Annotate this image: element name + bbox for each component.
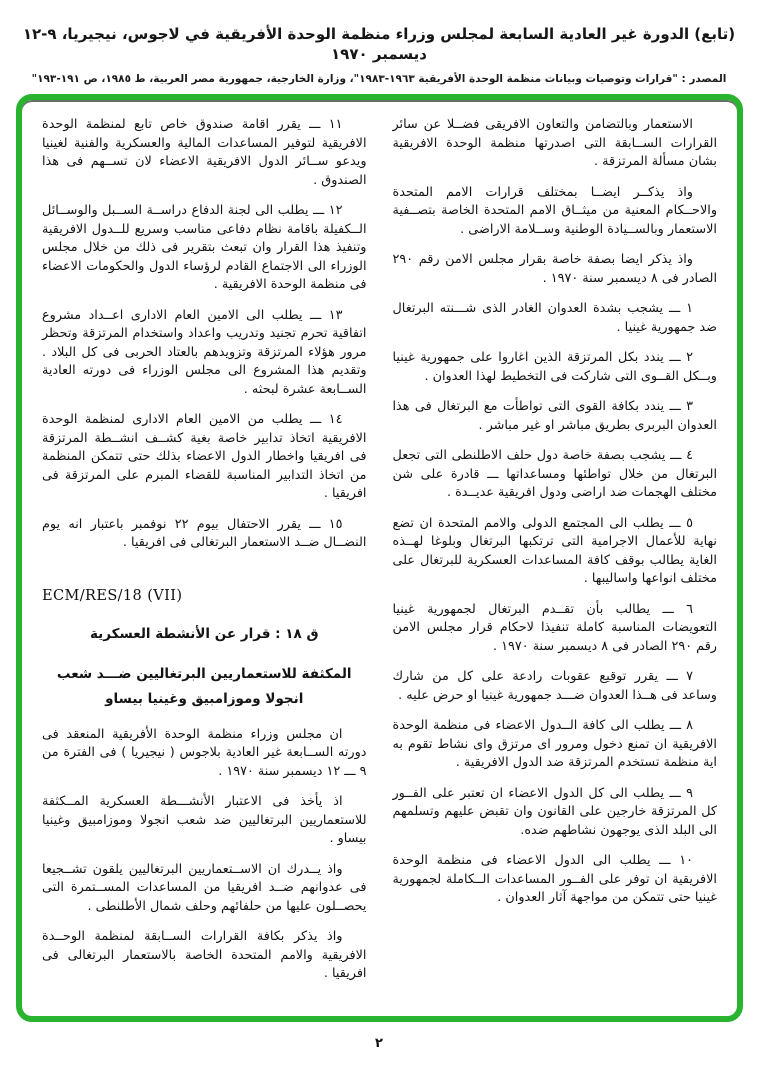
- paragraph: ٧ ـــ يقرر توقيع عقوبات رادعة على كل من شارك وساعد فى هــذا العدوان ضـــد جمهورية غينيا او حرض عليه .: [392, 669, 717, 703]
- paragraph: ١٣ ـــ يطلب الى الامين العام الادارى اعــداد مشروع اتفاقية تحرم تجنيد وتدريب واعداد واستخدام المرتزقة وتحظر مرور هؤلاء المرتزقة وتزويدهم بالعتاد الحربى فى كل البلاد . وتقديم هذا المشروع الى مجلس الوزراء فى دورته العادية الســابعة عشرة لبحثه .: [42, 307, 367, 397]
- paragraph: ٢ ـــ يندد بكل المرتزقة الذين اغاروا على جمهورية غينيا وبــكل القــوى التى شاركت فى التخطيط لهذا العدوان .: [392, 350, 717, 384]
- paragraph: ١٠ ـــ يطلب الى الدول الاعضاء فى منظمة الوحدة الافريقية ان توفر على الفــور المساعدات الــكاملة لجمهورية غينيا حتى تتمكن من مواجهة آثار العدوان .: [392, 853, 717, 905]
- paragraph: ٩ ـــ يطلب الى كل الدول الاعضاء ان تعتبر على الفــور كل المرتزقة خارجين على القانون وان تقبض عليهم وتسلمهم الى البلد الذى يوجهون نشاطهم ضده.: [392, 785, 717, 838]
- paragraph: واذ يذكر ايضا بصفة خاصة بقرار مجلس الامن رقم ٢٩٠ الصادر فى ٨ ديسمبر سنة ١٩٧٠ .: [392, 252, 717, 286]
- document-frame: [16, 94, 743, 1022]
- source-citation: المصدر : "قرارات وتوصيات وبيانات منظمة الوحدة الأفريقية ١٩٦٣-١٩٨٣"، وزارة الخارجية، جمهورية مصر العربية، ط ١٩٨٥، ص ١٩١-١٩٣": [31, 73, 727, 85]
- paragraph: ٦ ـــ يطالب بأن تقــدم البرتغال لجمهورية غينيا التعويضات المناسبة كاملة تنفيذا لاحكام قرار مجلس الامن رقم ٢٩٠ الصادر فى ٨ ديسمبر سنة ١٩٧٠ .: [392, 601, 717, 654]
- paragraph: ٥ ـــ يطلب الى المجتمع الدولى والامم المتحدة ان تضع نهاية للأعمال الاجرامية التى ترتكبها البرتغال وبلوغا لهــذه الغاية يطالب بوقف كافة المساعدات العسكرية للبرتغال على مختلف انواعها واساليبها .: [392, 515, 717, 586]
- left-column: [42, 116, 367, 1006]
- paragraph: ان مجلس وزراء منظمة الوحدة الأفريقية المنعقد فى دورته الســابعة غير العادية بلاجوس ( نيجيريا ) فى الفترة من ٩ ـــ ١٢ ديسمبر سنة ١٩٧٠ .: [42, 726, 367, 779]
- paragraph: ٣ ـــ يندد بكافة القوى التى تواطأت مع البرتغال فى هذا العدوان البربرى بطريق مباشر او غير مباشر .: [392, 399, 717, 433]
- paragraph: ٤ ـــ يشجب بصفة خاصة دول حلف الاطلنطى التى تجعل البرتغال من خلال تواطئها ومساعداتها ـــ قادرة على شن مختلف الهجمات ضد اراضى ودول افريقية عديــدة .: [392, 448, 717, 500]
- paragraph: واذ يذكــر ايضــا بمختلف قرارات الامم المتحدة والاحــكام المعنية من ميثــاق الامم المتحدة الخاصة بتصــفية الاستعمار وبالســيادة الوطنية وســلامة الاراضى .: [392, 184, 717, 237]
- page-number: ٢: [375, 1036, 383, 1051]
- paragraph: ١ ـــ يشجب بشدة العدوان الغادر الذى شـــنته البرتغال ضد جمهورية غينيا .: [392, 301, 717, 335]
- paragraph: واذ يــدرك ان الاســتعماريين البرتغاليين يلقون تشــجيعا فى عدوانهم ضــد افريقيا من المساعدات المســتمرة التى يحصــلون عليها من حلفائهم وحلف شمال الأطلنطى .: [42, 861, 367, 914]
- resolution-reference: ECM/RES/18 (VII): [42, 587, 183, 604]
- paragraph: ٨ ـــ يطلب الى كافة الــدول الاعضاء فى منظمة الوحدة الافريقية ان تمنع دخول ومرور اى مرتزق واى نشاط تقوم به اية منظمة تستخدم المرتزقة ضد الدول الافريقية .: [392, 718, 717, 770]
- paragraph: ١١ ـــ يقرر اقامة صندوق خاص تابع لمنظمة الوحدة الافريقية لتوفير المساعدات المالية والعسكرية والفنية لغينيا ويدعو ســائر الدول الافريقية الاعضاء لان تســهم فى هذا الصندوق .: [42, 117, 367, 188]
- page-header: [0, 0, 758, 85]
- paragraph: اذ يأخذ فى الاعتبار الأنشـــطة العسكرية المــكثفة للاستعماريين البرتغاليين ضد شعب انجولا وموزامبيق وغينيا بيساو .: [42, 794, 367, 846]
- session-title: (تابع) الدورة غير العادية السابعة لمجلس وزراء منظمة الوحدة الأفريقية في لاجوس، نيجيريا، ٩-١٢ ديسمبر ١٩٧٠: [22, 25, 736, 63]
- resolution-heading: ق ١٨ : قرار عن الأنشطة العسكرية: [89, 626, 319, 642]
- paragraph: ١٥ ـــ يقرر الاحتفال بيوم ٢٢ نوفمبر باعتبار انه يوم النضــال ضــد الاستعمار البرتغالى فى افريقيا .: [42, 516, 367, 550]
- paragraph: الاستعمار وبالتضامن والتعاون الافريقى فضــلا عن سائر القرارات الســابقة التى اصدرتها منظمة الوحدة الافريقية بشان مسألة المرتزقة .: [392, 117, 717, 169]
- two-column-text: [22, 100, 737, 1016]
- paragraph: ١٤ ـــ يطلب من الامين العام الادارى لمنظمة الوحدة الافريقية اتخاذ تدابير خاصة بغية كشــف انشــطة المرتزقة فى افريقيا واخطار الدول الاعضاء بذلك حتى تتمكن المنظمة من اتخاذ التدابير المناسبة للقضاء المبرم على المرتزقة فى افريقيا .: [42, 412, 367, 501]
- paragraph: ١٢ ـــ يطلب الى لجنة الدفاع دراســة الســبل والوســائل الــكفيلة باقامة نظام دفاعى مناسب وسريع للــدول الافريقية وتنفيذ هذا القرار وان تبعث بتقرير فى ذلك من خلال مجلس الوزراء الى الاجتماع القادم لرؤساء الدول والحكومات الاعضاء فى منظمة الوحدة الافريقية .: [42, 203, 367, 292]
- resolution-subheading: المكثفة للاستعماريين البرتغاليين ضـــد شعب انجولا وموزامبيق وغينيا بيساو: [56, 665, 352, 707]
- right-column: [393, 116, 718, 1006]
- paragraph: واذ يذكر بكافة القرارات الســابقة لمنظمة الوحــدة الافريقية والامم المتحدة الخاصة بالاستعمار البرتغالى فى افريقيا .: [42, 929, 367, 981]
